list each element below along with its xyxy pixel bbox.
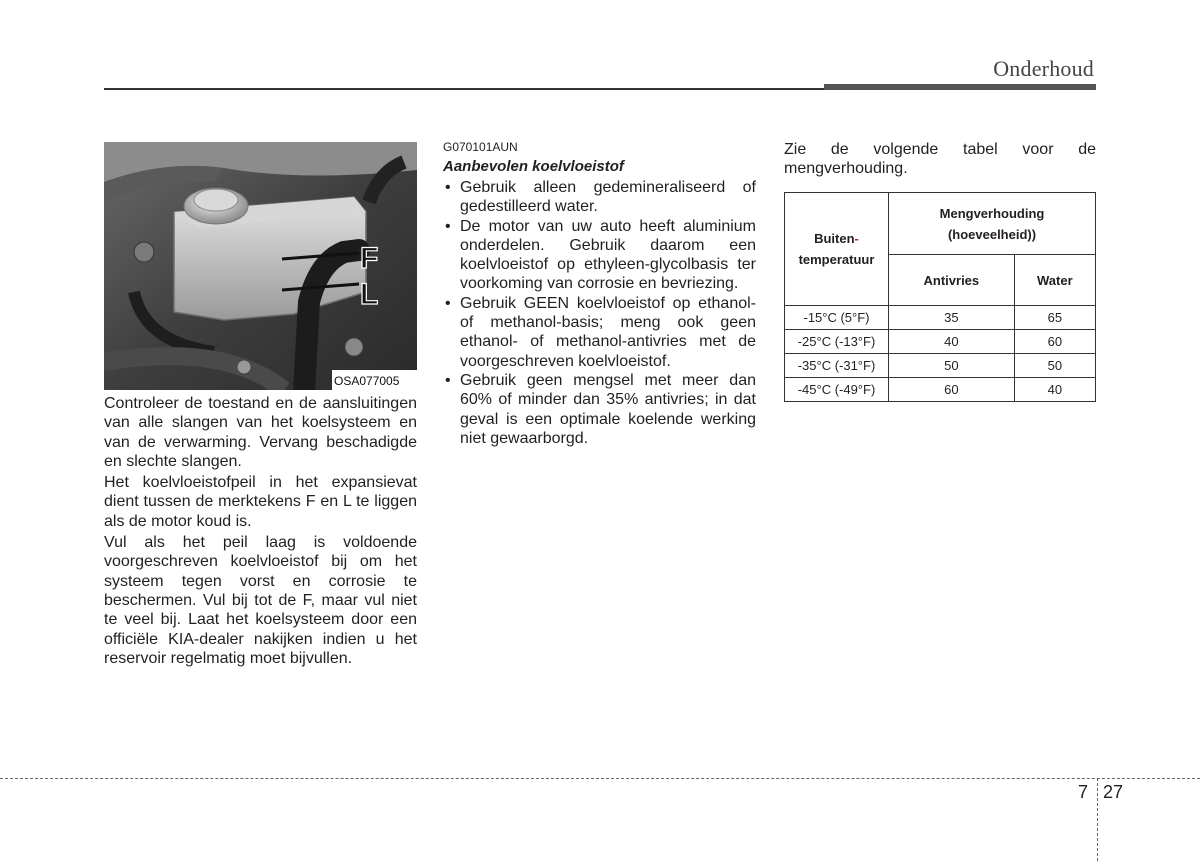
- antifreeze-cell: 35: [889, 306, 1015, 330]
- left-column: [104, 394, 417, 670]
- table-intro: Zie de volgende tabel voor de mengverhouding.: [784, 141, 1096, 178]
- section-code: G070101AUN: [443, 140, 518, 154]
- list-item: • Gebruik alleen gedemineraliseerd of gedestilleerd water.: [443, 178, 756, 217]
- section-title: Onderhoud: [993, 56, 1094, 81]
- temp-cell: -15°C (5°F): [785, 306, 889, 330]
- list-item: • De motor van uw auto heeft aluminium onderdelen. Gebruik daarom een koelvloeistof op ethyleen-glycolbasis ter voorkoming van corrosie en bevriezing.: [443, 217, 756, 294]
- water-cell: 50: [1014, 354, 1095, 378]
- footer-divider: [0, 778, 1200, 779]
- water-cell: 60: [1014, 330, 1095, 354]
- antifreeze-cell: 40: [889, 330, 1015, 354]
- water-cell: 65: [1014, 306, 1095, 330]
- list-item: • Gebruik GEEN koelvloeistof op ethanol- of methanol-basis; meng ook geen ethanol- of methanol-antivries met de voorgeschreven koelvloeistof.: [443, 294, 756, 371]
- table-row: [785, 354, 1096, 378]
- temp-cell: -35°C (-31°F): [785, 354, 889, 378]
- paragraph-coolant-level: Het koelvloeistofpeil in het expansievat dient tussen de merktekens F en L te liggen als de motor koud is.: [104, 474, 417, 530]
- page-number: 27: [1103, 782, 1124, 802]
- full-mark-label: F: [360, 242, 379, 275]
- header-mixing-ratio: Mengverhouding (hoeveelheid)): [889, 193, 1096, 255]
- middle-column: [443, 140, 756, 448]
- table-row: [785, 378, 1096, 402]
- footer-page-divider: [1097, 778, 1098, 861]
- mixture-ratio-table: [784, 192, 1096, 402]
- temp-cell: -45°C (-49°F): [785, 378, 889, 402]
- paragraph-refill: Vul als het peil laag is voldoende voorgeschreven koelvloeistof bij om het systeem tegen vorst en corrosie te beschermen. Vul bij tot de F, maar vul niet te veel bij. Laat het koelsysteem door een officiële KIA-dealer nakijken indien u het reservoir regelmatig moet bijvullen.: [104, 534, 417, 667]
- header-water: Water: [1014, 255, 1095, 306]
- figure-code: OSA077005: [334, 374, 400, 388]
- header-rule-accent: [824, 84, 1096, 90]
- low-mark-label: L: [360, 278, 379, 311]
- antifreeze-cell: 50: [889, 354, 1015, 378]
- table-row: [785, 330, 1096, 354]
- temp-cell: -25°C (-13°F): [785, 330, 889, 354]
- list-item: • Gebruik geen mengsel met meer dan 60% of minder dan 35% antivries; in dat geval is een optimale koelende werking niet gewaarborgd.: [443, 371, 756, 448]
- water-cell: 40: [1014, 378, 1095, 402]
- right-column: [784, 140, 1096, 181]
- table-row: [785, 306, 1096, 330]
- chapter-number: 7: [1078, 782, 1089, 802]
- antifreeze-cell: 60: [889, 378, 1015, 402]
- coolant-bullet-list: [443, 178, 756, 448]
- header-outside-temp: Buiten- temperatuur: [785, 193, 889, 306]
- header-antifreeze: Antivries: [889, 255, 1015, 306]
- recommended-coolant-heading: Aanbevolen koelvloeistof: [443, 158, 624, 175]
- paragraph-check-hoses: Controleer de toestand en de aansluitingen van alle slangen van het koelsysteem en van de verwarming. Vervang beschadigde en slechte slangen.: [104, 395, 417, 470]
- coolant-reservoir-photo: [104, 142, 417, 390]
